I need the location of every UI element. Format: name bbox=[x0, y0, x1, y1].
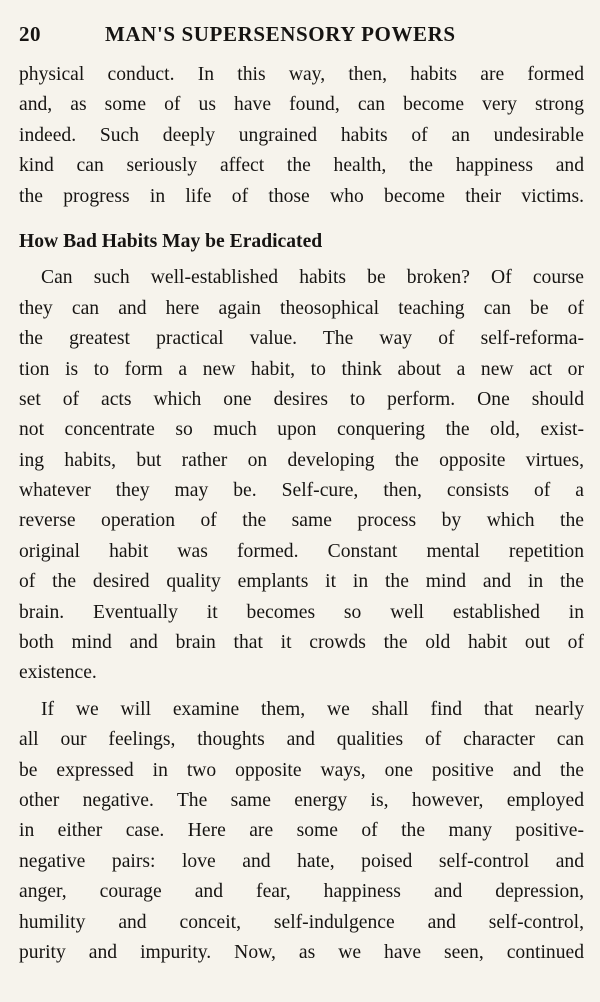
text-line: ing habits, but rather on developing the opposite virtues, bbox=[19, 449, 584, 471]
text-line: all our feelings, thoughts and qualities of character can bbox=[19, 729, 584, 751]
text-line: other negative. The same energy is, however, employed bbox=[19, 789, 584, 811]
text-line: purity and impurity. Now, as we have seen, continued bbox=[19, 941, 584, 963]
text-line: they can and here again theosophical teaching can be of bbox=[19, 297, 584, 319]
text-line: and, as some of us have found, can become very strong bbox=[19, 94, 584, 116]
text-line: in either case. Here are some of the many positive- bbox=[19, 820, 584, 842]
text-line: existence. bbox=[19, 662, 97, 684]
section-heading: How Bad Habits May be Eradicated bbox=[19, 230, 323, 252]
text-line: indeed. Such deeply ungrained habits of an undesirable bbox=[19, 124, 584, 146]
text-line: brain. Eventually it becomes so well established in bbox=[19, 601, 584, 623]
text-line: of the desired quality emplants it in the mind and in the bbox=[19, 571, 584, 593]
text-line: If we will examine them, we shall find that nearly bbox=[41, 698, 584, 720]
text-line: be expressed in two opposite ways, one positive and the bbox=[19, 759, 584, 781]
text-line: negative pairs: love and hate, poised self-control and bbox=[19, 850, 584, 872]
text-line: Can such well-established habits be broken? Of course bbox=[41, 267, 584, 289]
book-title: MAN'S SUPERSENSORY POWERS bbox=[105, 22, 456, 46]
running-head bbox=[19, 22, 584, 56]
text-line: physical conduct. In this way, then, habits are formed bbox=[19, 64, 584, 85]
text-line: original habit was formed. Constant mental repetition bbox=[19, 540, 584, 562]
paragraph-3 bbox=[19, 695, 584, 969]
paragraph-2 bbox=[19, 263, 584, 688]
text-line: kind can seriously affect the health, the happiness and bbox=[19, 155, 584, 177]
text-line: both mind and brain that it crowds the old habit out of bbox=[19, 632, 584, 654]
text-line: the progress in life of those who become their victims. bbox=[19, 185, 584, 207]
text-line: tion is to form a new habit, to think about a new act or bbox=[19, 358, 584, 380]
page-number: 20 bbox=[19, 22, 41, 46]
text-line: whatever they may be. Self-cure, then, consists of a bbox=[19, 480, 584, 502]
text-line: the greatest practical value. The way of self-reforma- bbox=[19, 328, 584, 350]
paragraph-1 bbox=[19, 60, 584, 212]
text-line: not concentrate so much upon conquering the old, exist- bbox=[19, 419, 584, 441]
text-line: reverse operation of the same process by which the bbox=[19, 510, 584, 532]
text-line: anger, courage and fear, happiness and depression, bbox=[19, 881, 584, 903]
text-line: humility and conceit, self-indulgence and self-control, bbox=[19, 911, 584, 933]
text-line: set of acts which one desires to perform. One should bbox=[19, 388, 584, 410]
